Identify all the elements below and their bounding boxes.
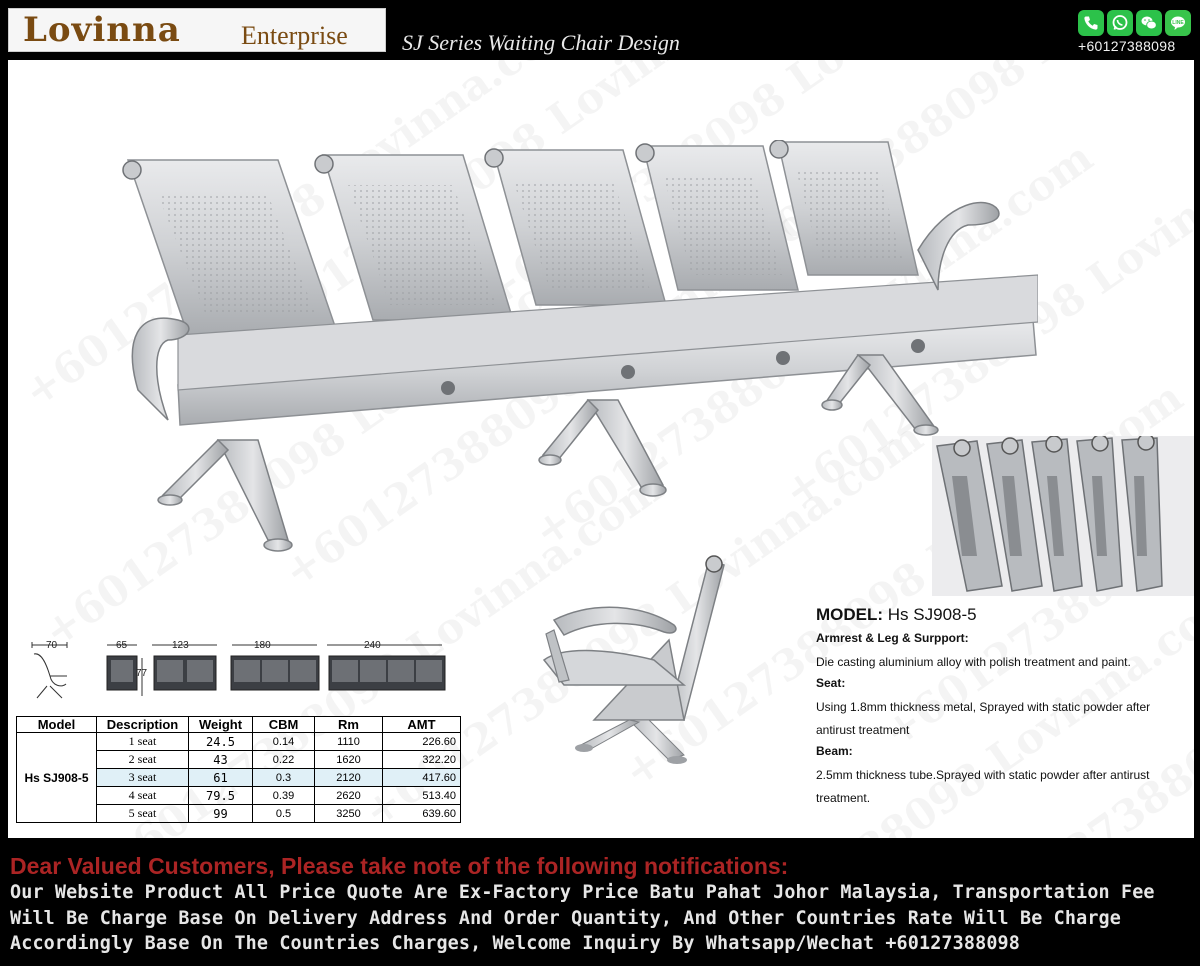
whatsapp-icon[interactable] [1107, 10, 1133, 36]
svg-text:LINE: LINE [1172, 20, 1184, 26]
header-description: Description [97, 717, 189, 733]
line-icon[interactable] [1165, 10, 1191, 36]
header-amt: AMT [383, 717, 461, 733]
five-seat-bench-image [118, 140, 1038, 580]
price-table [16, 716, 461, 823]
wechat-icon[interactable] [1136, 10, 1162, 36]
dim-label-240: 240 [364, 640, 381, 651]
weight-cell: 99 [189, 805, 253, 823]
brand-logo[interactable] [8, 8, 386, 52]
brand-subtitle: Enterprise [241, 21, 348, 50]
frame-detail-image [932, 436, 1194, 596]
header-bar [0, 0, 1200, 58]
dim-label-123: 123 [172, 640, 189, 651]
header-rm: Rm [315, 717, 383, 733]
amt-cell: 513.40 [383, 787, 461, 805]
spec-block [816, 605, 1186, 810]
cbm-cell: 0.39 [253, 787, 315, 805]
contact-icons [1078, 10, 1191, 36]
dimension-diagrams [22, 636, 462, 716]
weight-cell: 24.5 [189, 733, 253, 751]
rm-cell: 1110 [315, 733, 383, 751]
spec-seat-text: Using 1.8mm thickness metal, Sprayed with static powder after antirust treatment [816, 700, 1151, 737]
description-cell: 1 seat [97, 733, 189, 751]
amt-cell: 322.20 [383, 751, 461, 769]
header-model: Model [17, 717, 97, 733]
series-title: SJ Series Waiting Chair Design [402, 30, 680, 55]
spec-beam-heading: Beam: [816, 744, 853, 758]
amt-cell: 639.60 [383, 805, 461, 823]
dim-label-180: 180 [254, 640, 271, 651]
amt-cell: 417.60 [383, 769, 461, 787]
header-weight: Weight [189, 717, 253, 733]
header-cbm: CBM [253, 717, 315, 733]
customer-notice [10, 852, 1195, 957]
contact-phone[interactable]: +60127388098 [1078, 38, 1176, 54]
spec-seat-heading: Seat: [816, 676, 846, 690]
description-cell: 5 seat [97, 805, 189, 823]
notice-title: Dear Valued Customers, Please take note of the following notifications: [10, 853, 789, 879]
cbm-cell: 0.22 [253, 751, 315, 769]
brand-name: Lovinna [23, 10, 181, 50]
cbm-cell: 0.5 [253, 805, 315, 823]
dim-label-77: 77 [136, 668, 148, 679]
spec-armrest-text: Die casting aluminium alloy with polish treatment and paint. [816, 655, 1131, 669]
weight-cell: 61 [189, 769, 253, 787]
model-cell: Hs SJ908-5 [17, 733, 97, 823]
side-view-image [534, 550, 744, 772]
spec-beam-text: 2.5mm thickness tube.Sprayed with static powder after antirust treatment. [816, 768, 1150, 805]
table-row [17, 733, 461, 751]
description-cell: 4 seat [97, 787, 189, 805]
weight-cell: 43 [189, 751, 253, 769]
amt-cell: 226.60 [383, 733, 461, 751]
notice-line-1: Our Website Product All Price Quote Are Ex-Factory Price Batu Pahat Johor Malaysia, Transportation Fee [10, 882, 1155, 903]
rm-cell: 1620 [315, 751, 383, 769]
phone-icon[interactable] [1078, 10, 1104, 36]
spec-armrest-heading: Armrest & Leg & Surpport: [816, 631, 969, 645]
product-panel [8, 60, 1194, 838]
dim-label-70: 70 [46, 640, 58, 651]
spec-model-label: MODEL: [816, 605, 884, 624]
description-cell: 2 seat [97, 751, 189, 769]
description-cell: 3 seat [97, 769, 189, 787]
cbm-cell: 0.14 [253, 733, 315, 751]
spec-model-value: Hs SJ908-5 [887, 605, 977, 624]
notice-line-2: Will Be Charge Base On Delivery Address And Order Quantity, And Other Countries Rate Will Be Charge [10, 907, 1121, 929]
weight-cell: 79.5 [189, 787, 253, 805]
spec-model [816, 605, 1186, 625]
rm-cell: 2620 [315, 787, 383, 805]
cbm-cell: 0.3 [253, 769, 315, 787]
dim-label-65: 65 [116, 640, 128, 651]
notice-line-3: Accordingly Base On The Countries Charges, Welcome Inquiry By Whatsapp/Wechat +60127388098 [10, 933, 1020, 954]
rm-cell: 3250 [315, 805, 383, 823]
table-header-row [17, 717, 461, 733]
rm-cell: 2120 [315, 769, 383, 787]
